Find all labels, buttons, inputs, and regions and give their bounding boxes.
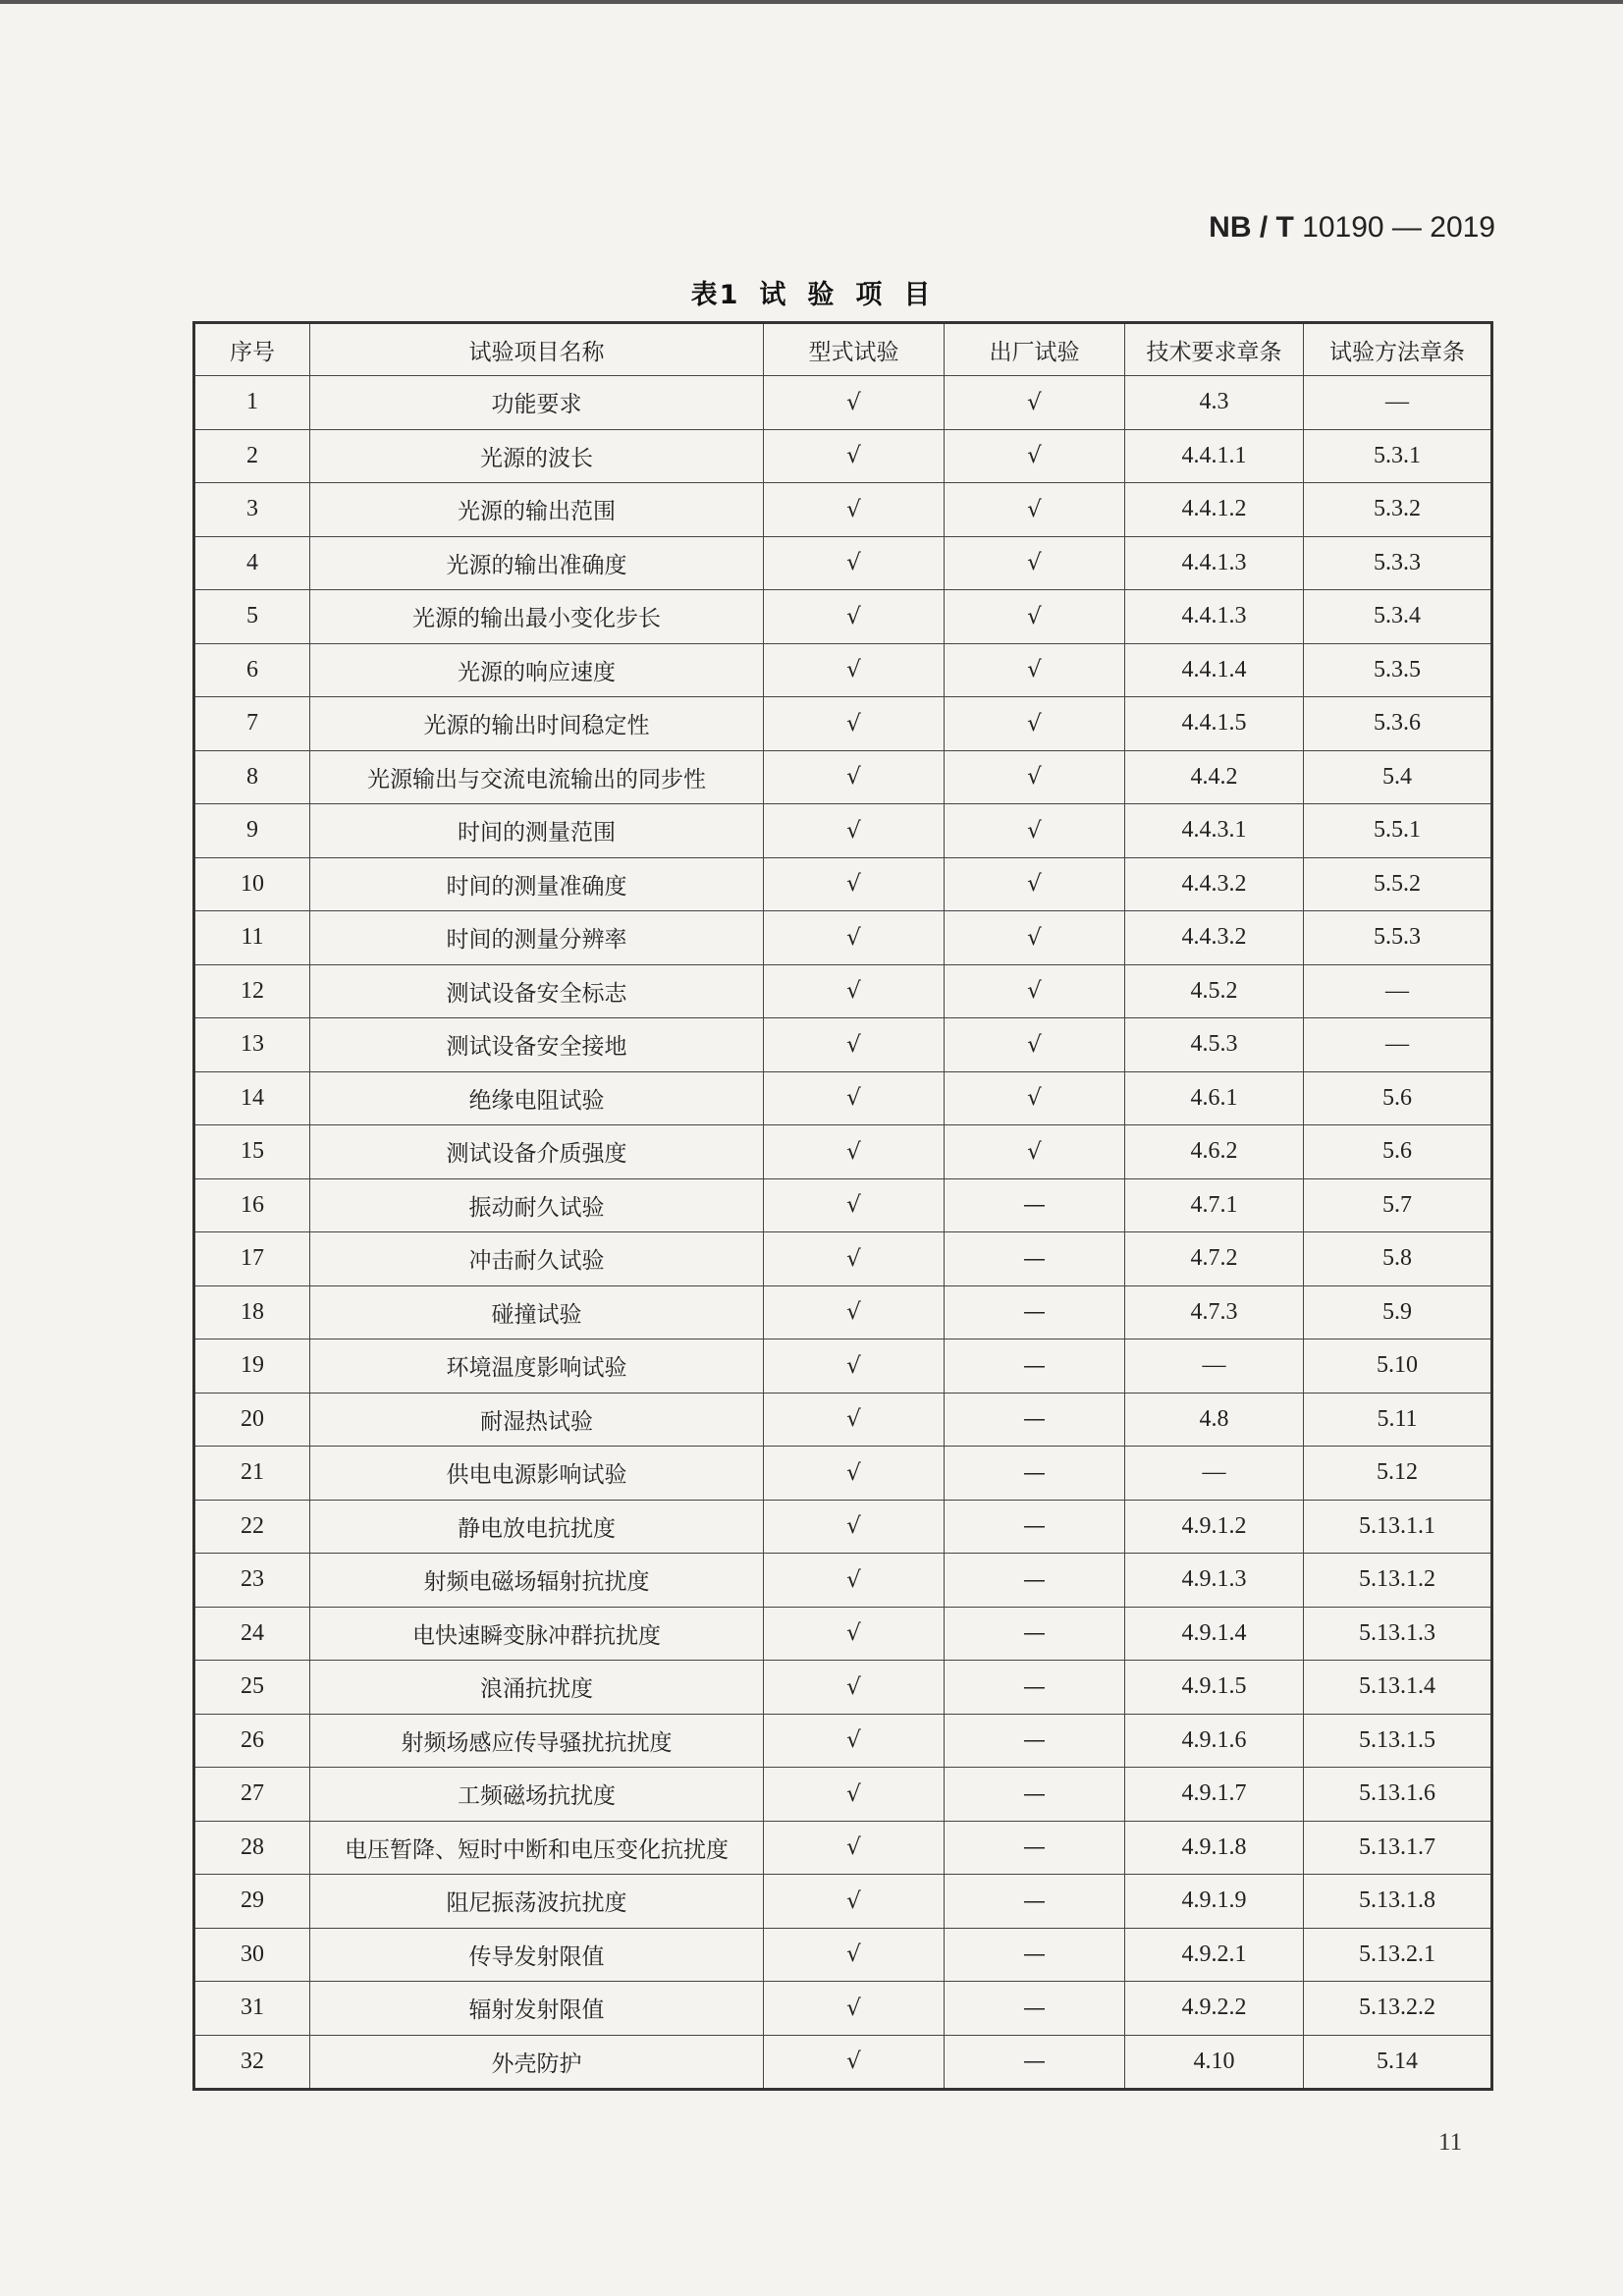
row-index: 11 bbox=[194, 911, 310, 965]
item-name: 测试设备安全接地 bbox=[310, 1018, 764, 1072]
requirement-clause: 4.9.1.4 bbox=[1125, 1607, 1304, 1661]
factory-test-mark: √ bbox=[945, 697, 1125, 751]
requirement-clause: 4.9.1.3 bbox=[1125, 1554, 1304, 1608]
requirement-clause: 4.9.2.2 bbox=[1125, 1982, 1304, 2036]
requirement-clause: 4.9.1.8 bbox=[1125, 1821, 1304, 1875]
row-index: 29 bbox=[194, 1875, 310, 1929]
table-row bbox=[194, 1661, 1492, 1715]
factory-test-mark: √ bbox=[945, 590, 1125, 644]
table-row bbox=[194, 1071, 1492, 1125]
item-name: 测试设备安全标志 bbox=[310, 964, 764, 1018]
table-row bbox=[194, 697, 1492, 751]
type-test-mark: √ bbox=[764, 1071, 945, 1125]
requirement-clause: 4.9.1.5 bbox=[1125, 1661, 1304, 1715]
factory-test-mark: √ bbox=[945, 911, 1125, 965]
factory-test-mark: √ bbox=[945, 429, 1125, 483]
row-index: 3 bbox=[194, 483, 310, 537]
item-name: 功能要求 bbox=[310, 376, 764, 430]
type-test-mark: √ bbox=[764, 1018, 945, 1072]
table-row bbox=[194, 1447, 1492, 1501]
item-name: 耐湿热试验 bbox=[310, 1393, 764, 1447]
table-row bbox=[194, 1125, 1492, 1179]
standard-code bbox=[1209, 211, 1495, 245]
requirement-clause: 4.5.3 bbox=[1125, 1018, 1304, 1072]
table-row bbox=[194, 1982, 1492, 2036]
type-test-mark: √ bbox=[764, 1125, 945, 1179]
item-name: 外壳防护 bbox=[310, 2035, 764, 2090]
item-name: 射频电磁场辐射抗扰度 bbox=[310, 1554, 764, 1608]
requirement-clause: — bbox=[1125, 1339, 1304, 1394]
requirement-clause: 4.9.1.6 bbox=[1125, 1714, 1304, 1768]
factory-test-mark: √ bbox=[945, 643, 1125, 697]
item-name: 工频磁场抗扰度 bbox=[310, 1768, 764, 1822]
requirement-clause: 4.9.2.1 bbox=[1125, 1928, 1304, 1982]
factory-test-mark: — bbox=[945, 1285, 1125, 1339]
table-row bbox=[194, 1928, 1492, 1982]
row-index: 20 bbox=[194, 1393, 310, 1447]
factory-test-mark: √ bbox=[945, 857, 1125, 911]
table-row bbox=[194, 804, 1492, 858]
type-test-mark: √ bbox=[764, 1393, 945, 1447]
column-header-index: 序号 bbox=[194, 323, 310, 376]
row-index: 5 bbox=[194, 590, 310, 644]
table-row bbox=[194, 1554, 1492, 1608]
item-name: 光源输出与交流电流输出的同步性 bbox=[310, 750, 764, 804]
row-index: 21 bbox=[194, 1447, 310, 1501]
table-row bbox=[194, 1821, 1492, 1875]
row-index: 30 bbox=[194, 1928, 310, 1982]
item-name: 振动耐久试验 bbox=[310, 1178, 764, 1232]
method-clause: — bbox=[1304, 964, 1492, 1018]
column-header-type-test: 型式试验 bbox=[764, 323, 945, 376]
type-test-mark: √ bbox=[764, 429, 945, 483]
row-index: 26 bbox=[194, 1714, 310, 1768]
title-char: 试 bbox=[759, 280, 788, 310]
row-index: 27 bbox=[194, 1768, 310, 1822]
row-index: 9 bbox=[194, 804, 310, 858]
type-test-mark: √ bbox=[764, 1821, 945, 1875]
method-clause: 5.12 bbox=[1304, 1447, 1492, 1501]
type-test-mark: √ bbox=[764, 750, 945, 804]
requirement-clause: 4.4.3.2 bbox=[1125, 911, 1304, 965]
method-clause: 5.4 bbox=[1304, 750, 1492, 804]
method-clause: 5.3.5 bbox=[1304, 643, 1492, 697]
item-name: 时间的测量范围 bbox=[310, 804, 764, 858]
row-index: 7 bbox=[194, 697, 310, 751]
item-name: 电快速瞬变脉冲群抗扰度 bbox=[310, 1607, 764, 1661]
method-clause: 5.5.1 bbox=[1304, 804, 1492, 858]
column-header-method-clause: 试验方法章条 bbox=[1304, 323, 1492, 376]
factory-test-mark: √ bbox=[945, 536, 1125, 590]
method-clause: 5.13.1.4 bbox=[1304, 1661, 1492, 1715]
type-test-mark: √ bbox=[764, 804, 945, 858]
item-name: 时间的测量准确度 bbox=[310, 857, 764, 911]
row-index: 31 bbox=[194, 1982, 310, 2036]
row-index: 18 bbox=[194, 1285, 310, 1339]
method-clause: 5.3.4 bbox=[1304, 590, 1492, 644]
table-row bbox=[194, 536, 1492, 590]
item-name: 冲击耐久试验 bbox=[310, 1232, 764, 1286]
requirement-clause: 4.4.1.1 bbox=[1125, 429, 1304, 483]
method-clause: 5.13.1.3 bbox=[1304, 1607, 1492, 1661]
requirement-clause: 4.3 bbox=[1125, 376, 1304, 430]
type-test-mark: √ bbox=[764, 1178, 945, 1232]
column-header-requirement-clause: 技术要求章条 bbox=[1125, 323, 1304, 376]
row-index: 4 bbox=[194, 536, 310, 590]
factory-test-mark: — bbox=[945, 1178, 1125, 1232]
row-index: 25 bbox=[194, 1661, 310, 1715]
item-name: 光源的响应速度 bbox=[310, 643, 764, 697]
page-number: 11 bbox=[1438, 2129, 1463, 2156]
method-clause: 5.6 bbox=[1304, 1125, 1492, 1179]
item-name: 测试设备介质强度 bbox=[310, 1125, 764, 1179]
item-name: 供电电源影响试验 bbox=[310, 1447, 764, 1501]
method-clause: 5.13.1.6 bbox=[1304, 1768, 1492, 1822]
title-char: 目 bbox=[903, 280, 933, 310]
row-index: 13 bbox=[194, 1018, 310, 1072]
factory-test-mark: √ bbox=[945, 804, 1125, 858]
table-row bbox=[194, 590, 1492, 644]
row-index: 14 bbox=[194, 1071, 310, 1125]
table-row bbox=[194, 1232, 1492, 1286]
type-test-mark: √ bbox=[764, 1554, 945, 1608]
row-index: 16 bbox=[194, 1178, 310, 1232]
method-clause: 5.13.1.2 bbox=[1304, 1554, 1492, 1608]
column-header-factory-test: 出厂试验 bbox=[945, 323, 1125, 376]
standard-number: 10190 — 2019 bbox=[1293, 211, 1495, 244]
requirement-clause: 4.9.1.9 bbox=[1125, 1875, 1304, 1929]
type-test-mark: √ bbox=[764, 1661, 945, 1715]
factory-test-mark: — bbox=[945, 1928, 1125, 1982]
item-name: 光源的输出范围 bbox=[310, 483, 764, 537]
requirement-clause: 4.7.2 bbox=[1125, 1232, 1304, 1286]
row-index: 8 bbox=[194, 750, 310, 804]
type-test-mark: √ bbox=[764, 1285, 945, 1339]
requirement-clause: 4.4.1.5 bbox=[1125, 697, 1304, 751]
factory-test-mark: — bbox=[945, 1607, 1125, 1661]
table-row bbox=[194, 1178, 1492, 1232]
table-row bbox=[194, 1018, 1492, 1072]
type-test-mark: √ bbox=[764, 590, 945, 644]
method-clause: 5.10 bbox=[1304, 1339, 1492, 1394]
item-name: 光源的输出最小变化步长 bbox=[310, 590, 764, 644]
table-row bbox=[194, 1285, 1492, 1339]
scan-edge bbox=[0, 0, 1623, 4]
item-name: 碰撞试验 bbox=[310, 1285, 764, 1339]
row-index: 6 bbox=[194, 643, 310, 697]
row-index: 32 bbox=[194, 2035, 310, 2090]
type-test-mark: √ bbox=[764, 697, 945, 751]
type-test-mark: √ bbox=[764, 1768, 945, 1822]
method-clause: 5.3.6 bbox=[1304, 697, 1492, 751]
table-row bbox=[194, 964, 1492, 1018]
table-row bbox=[194, 1607, 1492, 1661]
type-test-mark: √ bbox=[764, 964, 945, 1018]
requirement-clause: 4.7.3 bbox=[1125, 1285, 1304, 1339]
requirement-clause: 4.4.1.4 bbox=[1125, 643, 1304, 697]
item-name: 静电放电抗扰度 bbox=[310, 1500, 764, 1554]
table-row bbox=[194, 1768, 1492, 1822]
table-row bbox=[194, 1339, 1492, 1394]
type-test-mark: √ bbox=[764, 1982, 945, 2036]
row-index: 12 bbox=[194, 964, 310, 1018]
table-title bbox=[0, 273, 1623, 311]
factory-test-mark: — bbox=[945, 1339, 1125, 1394]
method-clause: 5.13.2.1 bbox=[1304, 1928, 1492, 1982]
method-clause: 5.13.1.1 bbox=[1304, 1500, 1492, 1554]
table-row bbox=[194, 1875, 1492, 1929]
requirement-clause: 4.6.2 bbox=[1125, 1125, 1304, 1179]
type-test-mark: √ bbox=[764, 1875, 945, 1929]
factory-test-mark: — bbox=[945, 1232, 1125, 1286]
table-row bbox=[194, 1393, 1492, 1447]
factory-test-mark: √ bbox=[945, 964, 1125, 1018]
item-name: 传导发射限值 bbox=[310, 1928, 764, 1982]
method-clause: 5.6 bbox=[1304, 1071, 1492, 1125]
table-row bbox=[194, 857, 1492, 911]
requirement-clause: 4.9.1.7 bbox=[1125, 1768, 1304, 1822]
factory-test-mark: √ bbox=[945, 1125, 1125, 1179]
title-char: 验 bbox=[807, 280, 837, 310]
row-index: 2 bbox=[194, 429, 310, 483]
requirement-clause: 4.5.2 bbox=[1125, 964, 1304, 1018]
requirement-clause: 4.8 bbox=[1125, 1393, 1304, 1447]
factory-test-mark: — bbox=[945, 1393, 1125, 1447]
row-index: 15 bbox=[194, 1125, 310, 1179]
requirement-clause: 4.6.1 bbox=[1125, 1071, 1304, 1125]
row-index: 10 bbox=[194, 857, 310, 911]
table-body bbox=[194, 376, 1492, 2090]
factory-test-mark: √ bbox=[945, 1018, 1125, 1072]
test-items-table bbox=[192, 321, 1493, 2091]
type-test-mark: √ bbox=[764, 1714, 945, 1768]
table-row bbox=[194, 911, 1492, 965]
factory-test-mark: √ bbox=[945, 750, 1125, 804]
requirement-clause: 4.4.2 bbox=[1125, 750, 1304, 804]
factory-test-mark: — bbox=[945, 1714, 1125, 1768]
item-name: 时间的测量分辨率 bbox=[310, 911, 764, 965]
type-test-mark: √ bbox=[764, 483, 945, 537]
type-test-mark: √ bbox=[764, 1232, 945, 1286]
requirement-clause: — bbox=[1125, 1447, 1304, 1501]
row-index: 1 bbox=[194, 376, 310, 430]
row-index: 19 bbox=[194, 1339, 310, 1394]
item-name: 阻尼振荡波抗扰度 bbox=[310, 1875, 764, 1929]
requirement-clause: 4.4.3.1 bbox=[1125, 804, 1304, 858]
requirement-clause: 4.10 bbox=[1125, 2035, 1304, 2090]
row-index: 24 bbox=[194, 1607, 310, 1661]
item-name: 光源的波长 bbox=[310, 429, 764, 483]
type-test-mark: √ bbox=[764, 911, 945, 965]
type-test-mark: √ bbox=[764, 1339, 945, 1394]
factory-test-mark: — bbox=[945, 1821, 1125, 1875]
method-clause: — bbox=[1304, 376, 1492, 430]
type-test-mark: √ bbox=[764, 1447, 945, 1501]
table-header-row bbox=[194, 323, 1492, 376]
table-row bbox=[194, 376, 1492, 430]
item-name: 光源的输出准确度 bbox=[310, 536, 764, 590]
row-index: 22 bbox=[194, 1500, 310, 1554]
column-header-item-name: 试验项目名称 bbox=[310, 323, 764, 376]
type-test-mark: √ bbox=[764, 536, 945, 590]
table-label: 表1 bbox=[690, 280, 740, 310]
method-clause: 5.5.3 bbox=[1304, 911, 1492, 965]
method-clause: 5.3.2 bbox=[1304, 483, 1492, 537]
row-index: 28 bbox=[194, 1821, 310, 1875]
factory-test-mark: — bbox=[945, 1875, 1125, 1929]
type-test-mark: √ bbox=[764, 643, 945, 697]
factory-test-mark: — bbox=[945, 1661, 1125, 1715]
type-test-mark: √ bbox=[764, 1607, 945, 1661]
requirement-clause: 4.7.1 bbox=[1125, 1178, 1304, 1232]
method-clause: 5.14 bbox=[1304, 2035, 1492, 2090]
table-row bbox=[194, 1714, 1492, 1768]
method-clause: 5.3.1 bbox=[1304, 429, 1492, 483]
table-row bbox=[194, 2035, 1492, 2090]
factory-test-mark: √ bbox=[945, 376, 1125, 430]
requirement-clause: 4.4.1.3 bbox=[1125, 590, 1304, 644]
method-clause: 5.3.3 bbox=[1304, 536, 1492, 590]
item-name: 绝缘电阻试验 bbox=[310, 1071, 764, 1125]
row-index: 17 bbox=[194, 1232, 310, 1286]
method-clause: 5.7 bbox=[1304, 1178, 1492, 1232]
method-clause: 5.5.2 bbox=[1304, 857, 1492, 911]
item-name: 环境温度影响试验 bbox=[310, 1339, 764, 1394]
type-test-mark: √ bbox=[764, 857, 945, 911]
method-clause: — bbox=[1304, 1018, 1492, 1072]
requirement-clause: 4.9.1.2 bbox=[1125, 1500, 1304, 1554]
method-clause: 5.11 bbox=[1304, 1393, 1492, 1447]
item-name: 射频场感应传导骚扰抗扰度 bbox=[310, 1714, 764, 1768]
table-row bbox=[194, 643, 1492, 697]
factory-test-mark: — bbox=[945, 1554, 1125, 1608]
item-name: 电压暂降、短时中断和电压变化抗扰度 bbox=[310, 1821, 764, 1875]
type-test-mark: √ bbox=[764, 2035, 945, 2090]
standard-prefix: NB / T bbox=[1209, 211, 1294, 244]
factory-test-mark: — bbox=[945, 1768, 1125, 1822]
item-name: 光源的输出时间稳定性 bbox=[310, 697, 764, 751]
type-test-mark: √ bbox=[764, 1928, 945, 1982]
table-row bbox=[194, 1500, 1492, 1554]
factory-test-mark: √ bbox=[945, 1071, 1125, 1125]
factory-test-mark: — bbox=[945, 1500, 1125, 1554]
type-test-mark: √ bbox=[764, 1500, 945, 1554]
method-clause: 5.13.1.7 bbox=[1304, 1821, 1492, 1875]
factory-test-mark: — bbox=[945, 1447, 1125, 1501]
type-test-mark: √ bbox=[764, 376, 945, 430]
table-row bbox=[194, 750, 1492, 804]
factory-test-mark: √ bbox=[945, 483, 1125, 537]
table-row bbox=[194, 429, 1492, 483]
item-name: 辐射发射限值 bbox=[310, 1982, 764, 2036]
requirement-clause: 4.4.3.2 bbox=[1125, 857, 1304, 911]
method-clause: 5.13.1.8 bbox=[1304, 1875, 1492, 1929]
factory-test-mark: — bbox=[945, 1982, 1125, 2036]
method-clause: 5.13.1.5 bbox=[1304, 1714, 1492, 1768]
row-index: 23 bbox=[194, 1554, 310, 1608]
method-clause: 5.8 bbox=[1304, 1232, 1492, 1286]
table-row bbox=[194, 483, 1492, 537]
factory-test-mark: — bbox=[945, 2035, 1125, 2090]
item-name: 浪涌抗扰度 bbox=[310, 1661, 764, 1715]
title-char: 项 bbox=[855, 280, 885, 310]
requirement-clause: 4.4.1.2 bbox=[1125, 483, 1304, 537]
requirement-clause: 4.4.1.3 bbox=[1125, 536, 1304, 590]
method-clause: 5.13.2.2 bbox=[1304, 1982, 1492, 2036]
method-clause: 5.9 bbox=[1304, 1285, 1492, 1339]
